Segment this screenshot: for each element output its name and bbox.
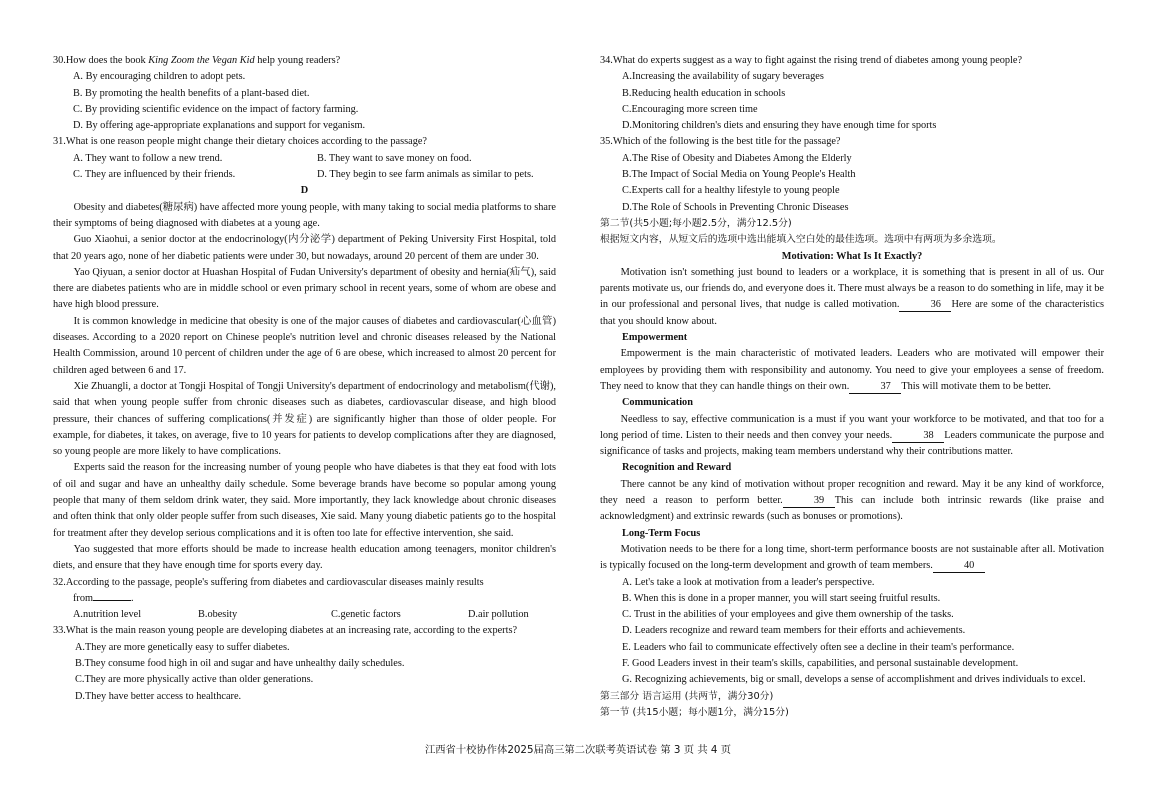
passage-recognition: There cannot be any kind of motivation without proper recognition and reward. May it be any kind of workforce, they need a reason to perform better. 39 This can include both intrinsic rewards (like praise and acknowledgment) and extrinsic rewards (such as bonuses or promotions).: [600, 478, 1104, 523]
passage-long-term: Motivation needs to be there for a long time, short-term performance boosts are not sustainable after all. Motivation is typically focused on the long-term development and growth of team members. 40: [600, 543, 1104, 572]
passage-d-label: D: [300, 185, 309, 197]
q30-option-a: A. By encouraging children to adopt pets.: [73, 71, 246, 83]
question-34-stem: 34.What do experts suggest as a way to fight against the rising trend of diabetes among young people?: [600, 55, 1023, 66]
choice-b: B. When this is done in a proper manner, you will start seeing fruitful results.: [622, 592, 941, 604]
subheading-communication: Communication: [622, 397, 693, 409]
q30-option-b: B. By promoting the health benefits of a plant-based diet.: [73, 87, 310, 99]
q35-option-b: B.The Impact of Social Media on Young People's Health: [622, 169, 856, 181]
q33-option-d: D.They have better access to healthcare.: [75, 690, 242, 702]
choice-g: G. Recognizing achievements, big or small, develops a sense of accomplishment and drives individuals to excel.: [622, 674, 1086, 686]
passage-title: Motivation: What Is It Exactly?: [781, 250, 923, 262]
left-column: [53, 53, 556, 705]
book-title: King Zoom the Vegan Kid: [148, 55, 255, 66]
q32-option-a: A.nutrition level: [73, 609, 142, 621]
section-2-heading: 第二节(共5小题;每小题2.5分，满分12.5分): [600, 217, 792, 229]
question-32-stem: 32.According to the passage, people's suffering from diabetes and cardiovascular diseases mainly results: [53, 576, 484, 588]
passage-d-paragraph-5: Xie Zhuangli, a doctor at Tongji Hospital of Tongji University's department of endocrinology and metabolism(代谢), said that when young people suffer from chronic diseases such as diabetes, cardiovascular disease, and high blood pressure, their chances of suffering complications(并发症) are significantly higher than those of older people. For example, for diabetes, it takes, on average, five to 10 years for patients to develop complications after they are diagnosed, so young people are more likely to have complications.: [53, 380, 556, 458]
q33-option-c: C.They are more physically active than older generations.: [75, 674, 314, 686]
question-33-stem: 33.What is the main reason young people are developing diabetes at an increasing rate, according to the experts?: [53, 625, 518, 637]
passage-d-paragraph-6: Experts said the reason for the increasing number of young people who have diabetes is that they eat food with lots of oil and sugar and have an unhealthy daily schedule. Some beverage brands have become so popular among young people that many of them seldom drink water, they said. More importantly, they lack knowledge about chronic diseases and often think that only older people suffer from such diseases, Xie said. Many young diabetic patients go to the hospital for treatment after they develop serious complications and it is often too late for effective intervention, she said.: [53, 462, 556, 539]
blank-40: 40: [933, 559, 985, 573]
subheading-empowerment: Empowerment: [622, 332, 688, 344]
passage-empowerment: Empowerment is the main characteristic of motivated leaders. Leaders who are motivated will empower their employees by providing them with responsibility and autonomy. You need to give your employees a sense of freedom. They need to know that they can handle things on their own. 37 This will motivate them to be better.: [600, 348, 1104, 392]
blank-37: 37: [849, 380, 901, 394]
passage-d-paragraph-7: Yao suggested that more efforts should be made to increase health education among teenagers, monitor children's diets, and ensure that they have enough time for sports every day.: [53, 543, 556, 572]
question-30-stem: 30.How does the book King Zoom the Vegan Kid help young readers?: [53, 55, 341, 66]
passage-d-paragraph-3: Yao Qiyuan, a senior doctor at Huashan Hospital of Fudan University's department of obesity and hernia(疝气), said there are diabetes patients who are in middle school or even primary school in recent years, some of whom are obese and have high blood pressure.: [53, 266, 556, 311]
q32-option-d: D.air pollution: [468, 609, 529, 621]
q35-option-c: C.Experts call for a healthy lifestyle to young people: [622, 185, 840, 197]
answer-blank: [93, 600, 131, 601]
q31-options-row-2: [53, 167, 556, 183]
q34-option-a: A.Increasing the availability of sugary beverages: [622, 71, 824, 83]
q30-option-c: C. By providing scientific evidence on the impact of factory farming.: [73, 103, 359, 115]
choice-e: E. Leaders who fail to communicate effectively often see a decline in their team's performance.: [622, 641, 1015, 653]
choice-d: D. Leaders recognize and reward team members for their efforts and achievements.: [622, 625, 966, 637]
choice-a: A. Let's take a look at motivation from a leader's perspective.: [622, 576, 875, 588]
passage-intro: Motivation isn't something just bound to leaders or a workplace, it is something that is present in all of us. Our parents motivate us, our friends do, and everyone does it. There must always be a reason to do something in life, may it be in our professional and personal lives, that nudge is called motivation. 36 Here are some of the characteristics that you should know about.: [600, 266, 1104, 327]
q31-option-d: D. They begin to see farm animals as similar to pets.: [317, 169, 534, 181]
passage-d-paragraph-4: It is common knowledge in medicine that obesity is one of the major causes of diabetes and cardiovascular(心血管) diseases. According to a 2020 report on Chinese people's nutrition level and chronic diseases released by the National Health Commission, around 10 percent of children under the age of 6 are obese, which increased to almost 20 percent for children aged between 6 and 17.: [53, 315, 556, 376]
q32-option-c: C.genetic factors: [331, 609, 401, 621]
page-footer: 江西省十校协作体2025届高三第二次联考英语试卷 第 3 页 共 4 页: [424, 744, 732, 756]
q31-option-a: A. They want to follow a new trend.: [73, 152, 223, 164]
q35-option-d: D.The Role of Schools in Preventing Chronic Diseases: [622, 201, 849, 213]
subheading-long-term: Long-Term Focus: [622, 527, 701, 539]
blank-39: 39: [783, 494, 835, 508]
blank-36: 36: [899, 298, 951, 312]
part-3-section-1: 第一节 (共15小题；每小题1分，满分15分): [600, 706, 789, 718]
q33-option-a: A.They are more genetically easy to suffer diabetes.: [75, 641, 290, 653]
right-column: [600, 53, 1104, 721]
subheading-recognition: Recognition and Reward: [622, 462, 732, 474]
q34-option-c: C.Encouraging more screen time: [622, 103, 758, 115]
q31-option-b: B. They want to save money on food.: [317, 152, 472, 164]
question-35-stem: 35.Which of the following is the best title for the passage?: [600, 136, 841, 148]
q30-option-d: D. By offering age-appropriate explanations and support for veganism.: [73, 120, 366, 132]
choice-f: F. Good Leaders invest in their team's skills, capabilities, and personal sustainable development.: [622, 657, 1019, 669]
q34-option-d: D.Monitoring children's diets and ensuring they have enough time for sports: [622, 120, 937, 132]
part-3-heading: 第三部分 语言运用 (共两节，满分30分): [600, 690, 774, 702]
blank-38: 38: [892, 429, 944, 443]
passage-d-paragraph-1: Obesity and diabetes(糖尿病) have affected more young people, with many taking to social media platforms to share their symptoms of being diagnosed with diabetes at a young age.: [53, 201, 556, 229]
q33-option-b: B.They consume food high in oil and sugar and have unhealthy daily schedules.: [75, 657, 405, 669]
passage-d-paragraph-2: Guo Xiaohui, a senior doctor at the endocrinology(内分泌学) department of Peking University First Hospital, told that 20 years ago, none of her diabetic patients were under 30, but nowadays, around 20 percent of them are under 30.: [53, 234, 556, 262]
q32-option-b: B.obesity: [198, 609, 238, 621]
choice-c: C. Trust in the abilities of your employees and give them ownership of the tasks.: [622, 609, 954, 621]
q35-option-a: A.The Rise of Obesity and Diabetes Among the Elderly: [622, 152, 852, 164]
q31-options-row-1: [53, 151, 556, 167]
question-31-stem: 31.What is one reason people might change their dietary choices according to the passage?: [53, 136, 427, 148]
section-2-instruction: 根据短文内容，从短文后的选项中选出能填入空白处的最佳选项。选项中有两项为多余选项。: [600, 234, 1002, 246]
q31-option-c: C. They are influenced by their friends.: [73, 169, 236, 181]
passage-communication: Needless to say, effective communication is a must if you want your workforce to be motivated, and that too for a long period of time. Listen to their needs and then convey your needs. 38 Leaders communicate the purpose and significance of tasks and projects, making team members understand why their contributions matter.: [600, 413, 1104, 458]
q32-options-row: [53, 607, 556, 623]
q34-option-b: B.Reducing health education in schools: [622, 87, 786, 99]
question-32-stem-cont: from .: [73, 592, 134, 604]
